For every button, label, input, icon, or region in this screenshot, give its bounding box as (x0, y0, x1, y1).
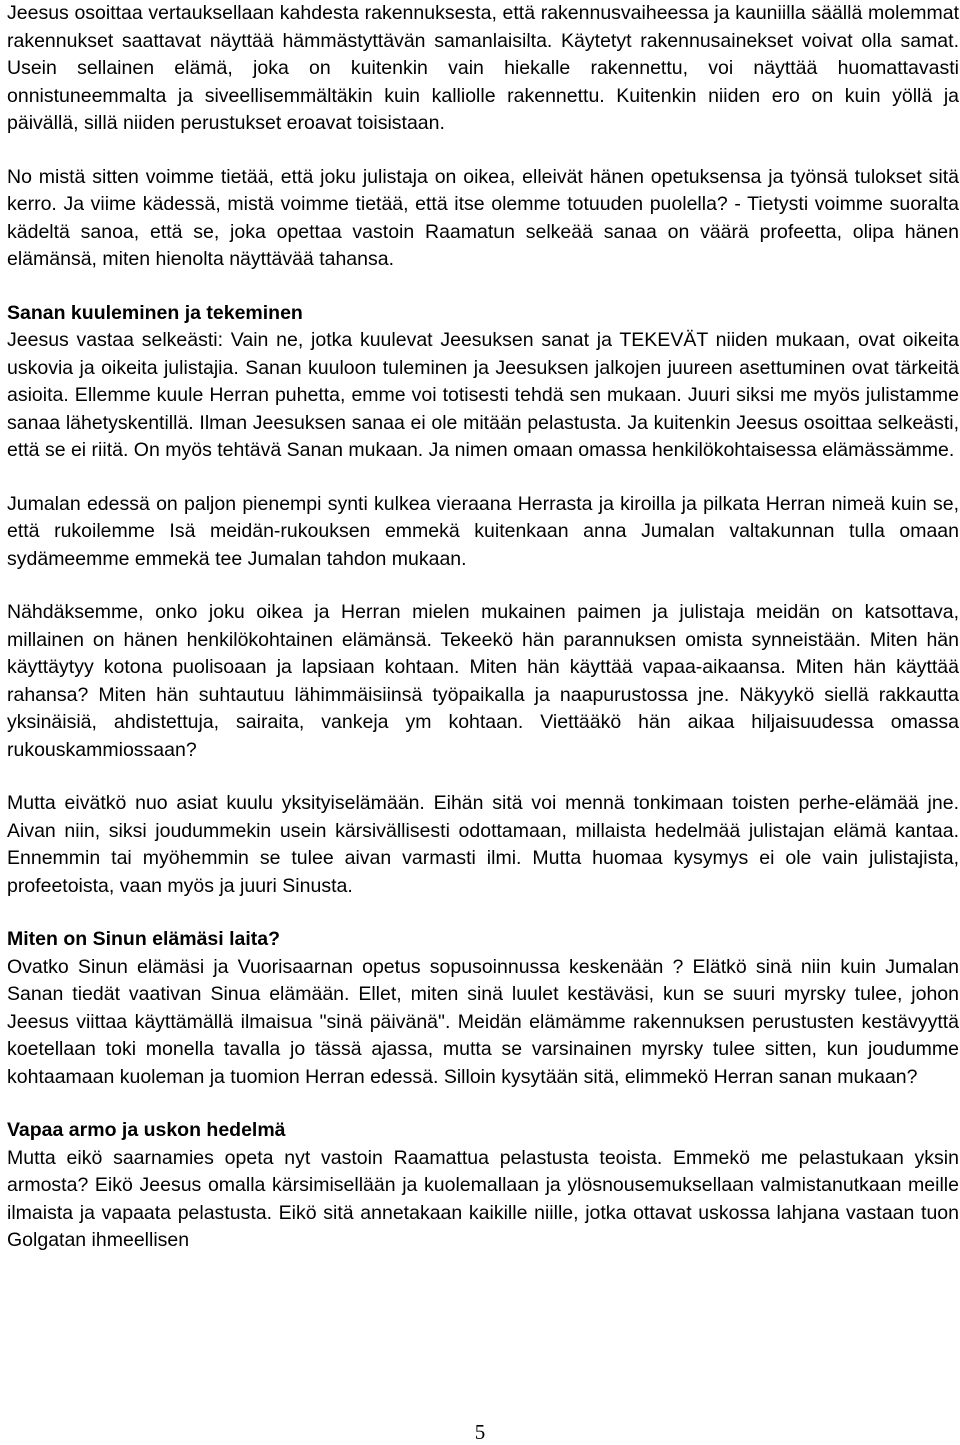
paragraph-5: Nähdäksemme, onko joku oikea ja Herran mielen mukainen paimen ja julistaja meidän on katsottava, millainen on hänen henkilökohtainen elämänsä. Tekeekö hän parannuksen omista synneistään. Miten hän käyttäytyy kotona puolisoaan ja lapsiaan kohtaan. Miten hän käyttää vapaa-aikaansa. Miten hän käyttää rahansa? Miten hän suhtautuu lähimmäisiinsä työpaikalla ja naapurustossa jne. Näkyykö siellä rakkautta yksinäisiä, ahdistettuja, sairaita, vankeja ym kohtaan. Viettääkö hän aikaa hiljaisuudessa omassa rukouskammiossaan? (7, 601, 959, 761)
section-body: Ovatko Sinun elämäsi ja Vuorisaarnan opetus sopusoinnussa keskenään ? Elätkö sinä niin kuin Jumalan Sanan tiedät vaativan Sinua elämään. Ellet, miten sinä luulet kestäväsi, kun se suuri myrsky tulee, johon Jeesus viittaa käyttämällä ilmaisua "sinä päivänä". Meidän elämämme rakennuksen perustusten kestävyyttä koetellaan toki monella tavalla jo tässä ajassa, mutta se varsinainen myrsky tulee sitten, kun joudumme kohtaamaan kuoleman ja tuomion Herran edessä. Silloin kysytään sitä, elimmekö Herran sanan mukaan? (7, 955, 959, 1088)
section-vapaa-armo (7, 1117, 959, 1255)
section-heading: Sanan kuuleminen ja tekeminen (7, 301, 303, 324)
section-heading: Miten on Sinun elämäsi laita? (7, 928, 281, 950)
section-heading: Vapaa armo ja uskon hedelmä (7, 1119, 286, 1141)
paragraph-2: No mistä sitten voimme tietää, että joku julistaja on oikea, elleivät hänen opetuksensa ja työnsä tulokset sitä kerro. Ja viime kädessä, mistä voimme tietää, että itse olemme totuuden puolella? - Tietysti voimme suoralta kädeltä sanoa, että se, joka opettaa vastoin Raamatun selkeää sanaa on väärä profeetta, olipa hänen elämänsä, miten hienolta näyttävää tahansa. (7, 165, 959, 270)
paragraph-6: Mutta eivätkö nuo asiat kuulu yksityiselämään. Eihän sitä voi mennä tonkimaan toisten perhe-elämää jne. Aivan niin, siksi joudummekin usein kärsivällisesti odottamaan, millaista hedelmää julistajan elämä kantaa. Ennemmin tai myöhemmin se tulee aivan varmasti ilmi. Mutta huomaa kysymys ei ole vain julistajista, profeetoista, vaan myös ja juuri Sinusta. (7, 792, 959, 897)
paragraph-4: Jumalan edessä on paljon pienempi synti kulkea vieraana Herrasta ja kiroilla ja pilkata Herran nimeä kuin se, että rukoilemme Isä meidän-rukouksen emmekä kuitenkaan anna Jumalan valtakunnan tulla omaan sydämeemme emmekä tee Jumalan tahdon mukaan. (7, 492, 959, 570)
section-body: Mutta eikö saarnamies opeta nyt vastoin Raamattua pelastusta teoista. Emmekö me pelastukaan yksin armosta? Eikö Jeesus omalla kärsimisellään ja kuolemallaan ja ylösnousemuksellaan valmistanutkaan meille ilmaista ja vapaata pelastusta. Eikö sitä annetakaan kaikille niille, jotka ottavat uskossa lahjana vastaan tuon Golgatan ihmeellisen (7, 1146, 959, 1251)
paragraph-1: Jeesus osoittaa vertauksellaan kahdesta rakennuksesta, että rakennusvaiheessa ja kauniilla säällä molemmat rakennukset saattavat näyttää hämmästyttävän samanlaisilta. Käytetyt rakennusainekset voivat olla samat. Usein sellainen elämä, joka on kuitenkin vain hiekalle rakennettu, voi näyttää huomattavasti onnistuneemmalta ja siveellisemmältäkin kuin kalliolle rakennettu. Kuitenkin niiden ero on kuin yöllä ja päivällä, sillä niiden perustukset eroavat toisistaan. (7, 2, 959, 134)
section-body: Jeesus vastaa selkeästi: Vain ne, jotka kuulevat Jeesuksen sanat ja TEKEVÄT niiden mukaan, ovat oikeita uskovia ja oikeita julistajia. Sanan kuuloon tuleminen ja Jeesuksen jalkojen juureen asettuminen ovat tärkeitä asioita. Ellemme kuule Herran puhetta, emme voi totisesti tehdä sen mukaan. Juuri siksi me myös julistamme sanaa lähetyskentillä. Ilman Jeesuksen sanaa ei ole mitään pelastusta. Ja kuitenkin Jeesus osoittaa selkeästi, että se ei riitä. On myös tehtävä Sanan mukaan. Ja nimen omaan omassa henkilökohtaisessa elämässämme. (7, 329, 959, 461)
section-sanan-kuuleminen (7, 300, 959, 465)
section-miten-on-sinun (7, 926, 959, 1091)
page-number: 5 (474, 1420, 486, 1444)
document-page (7, 0, 959, 1281)
